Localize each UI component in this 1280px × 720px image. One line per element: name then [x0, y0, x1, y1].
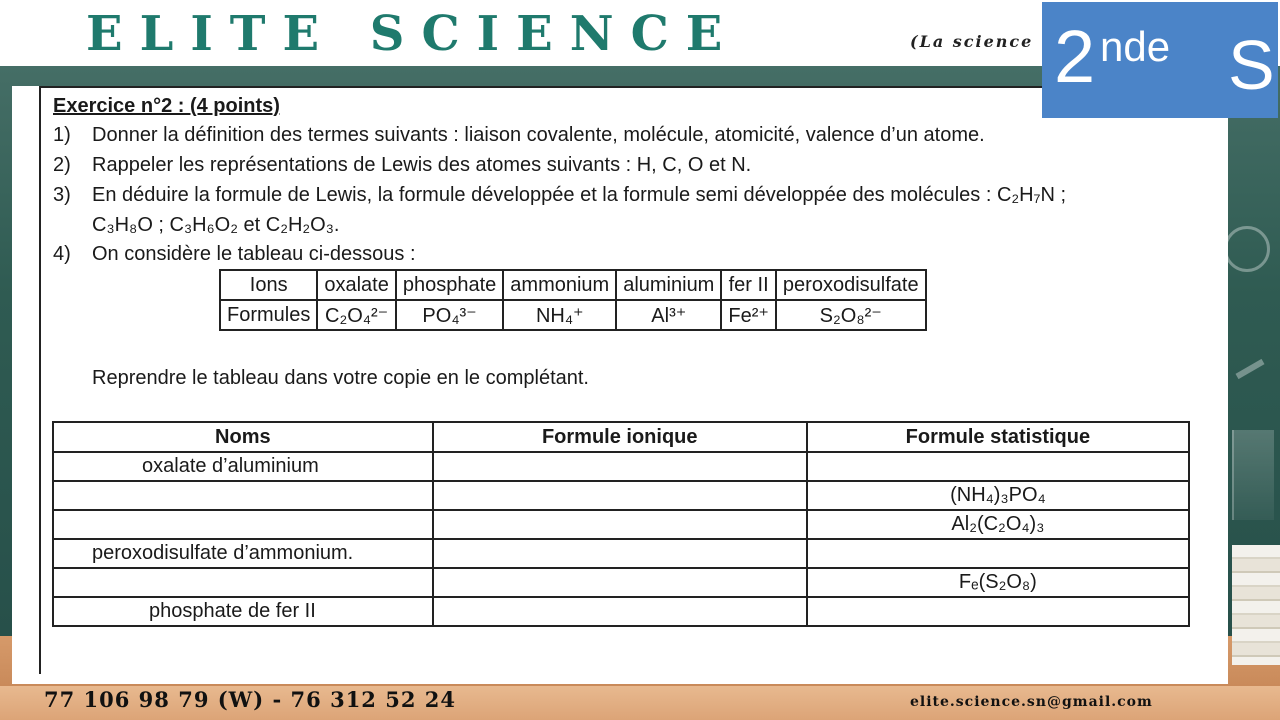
footer-banner — [0, 686, 1280, 720]
table-row — [53, 568, 1189, 597]
column-header: Formule ionique — [433, 422, 807, 452]
table-cell — [433, 539, 807, 568]
question-text: On considère le tableau ci-dessous : — [92, 243, 416, 265]
level-number: 2 — [1054, 15, 1096, 98]
table-cell: Formules — [220, 300, 317, 330]
level-letter: S — [1228, 26, 1275, 104]
table-cell: NH₄⁺ — [503, 300, 616, 330]
exercise-title: Exercice n°2 : (4 points) — [53, 95, 280, 117]
table-cell — [53, 568, 433, 597]
table-row — [53, 452, 1189, 481]
chalk-drawing — [1224, 226, 1270, 272]
question-text: Donner la définition des termes suivants : liaison covalente, molécule, atomicité, valence d’un atome. — [92, 124, 985, 146]
table-cell: S₂O₈²⁻ — [776, 300, 926, 330]
table-cell: oxalate d’aluminium — [53, 452, 433, 481]
question-number: 4) — [53, 243, 71, 265]
table-row — [220, 270, 926, 300]
table-cell: Ions — [220, 270, 317, 300]
question-text-continued: C₃H₈O ; C₃H₆O₂ et C₂H₂O₃. — [92, 214, 340, 236]
table-row — [53, 539, 1189, 568]
exercise-sheet — [12, 86, 1228, 684]
table-cell — [433, 597, 807, 626]
table-cell — [53, 510, 433, 539]
level-badge — [1042, 2, 1278, 118]
answer-table — [52, 421, 1190, 627]
ions-table — [219, 269, 927, 331]
table-row — [220, 300, 926, 330]
table-header-row — [53, 422, 1189, 452]
table-cell — [433, 510, 807, 539]
instruction-text: Reprendre le tableau dans votre copie en le complétant. — [92, 367, 589, 389]
table-cell: phosphate de fer II — [53, 597, 433, 626]
books-decoration — [1232, 545, 1280, 665]
table-cell: peroxodisulfate — [776, 270, 926, 300]
table-cell: fer II — [721, 270, 776, 300]
question-text: En déduire la formule de Lewis, la formule développée et la formule semi développée des molécules : C₂H₇N ; — [92, 184, 1067, 206]
table-cell — [433, 481, 807, 510]
table-cell: Al³⁺ — [616, 300, 721, 330]
table-cell: ammonium — [503, 270, 616, 300]
email-address: elite.science.sn@gmail.com — [910, 694, 1153, 710]
table-cell — [53, 481, 433, 510]
table-cell — [807, 539, 1189, 568]
table-cell: phosphate — [396, 270, 503, 300]
margin-line — [39, 86, 41, 674]
table-cell — [807, 452, 1189, 481]
column-header: Formule statistique — [807, 422, 1189, 452]
table-cell: Al₂(C₂O₄)₃ — [807, 510, 1189, 539]
question-text: Rappeler les représentations de Lewis des atomes suivants : H, C, O et N. — [92, 154, 752, 176]
table-cell: (NH₄)₃PO₄ — [807, 481, 1189, 510]
table-cell — [433, 568, 807, 597]
table-cell — [807, 597, 1189, 626]
table-cell: C₂O₄²⁻ — [317, 300, 396, 330]
beaker-decoration — [1232, 430, 1274, 520]
table-cell: Fₑ(S₂O₈) — [807, 568, 1189, 597]
column-header: Noms — [53, 422, 433, 452]
question-number: 3) — [53, 184, 71, 206]
phone-numbers: 77 106 98 79 (W) - 76 312 52 24 — [44, 687, 456, 712]
question-number: 1) — [53, 124, 71, 146]
brand-title: ELITE SCIENCE — [86, 6, 740, 62]
table-cell: peroxodisulfate d’ammonium. — [53, 539, 433, 568]
table-cell: aluminium — [616, 270, 721, 300]
table-cell — [433, 452, 807, 481]
chalk-drawing — [1236, 359, 1265, 379]
brand-subtitle: (La science — [910, 32, 1034, 51]
table-row — [53, 481, 1189, 510]
level-superscript: nde — [1100, 23, 1171, 70]
table-cell: Fe²⁺ — [721, 300, 776, 330]
table-row — [53, 510, 1189, 539]
table-cell: oxalate — [317, 270, 396, 300]
table-row — [53, 597, 1189, 626]
question-number: 2) — [53, 154, 71, 176]
table-cell: PO₄³⁻ — [396, 300, 503, 330]
